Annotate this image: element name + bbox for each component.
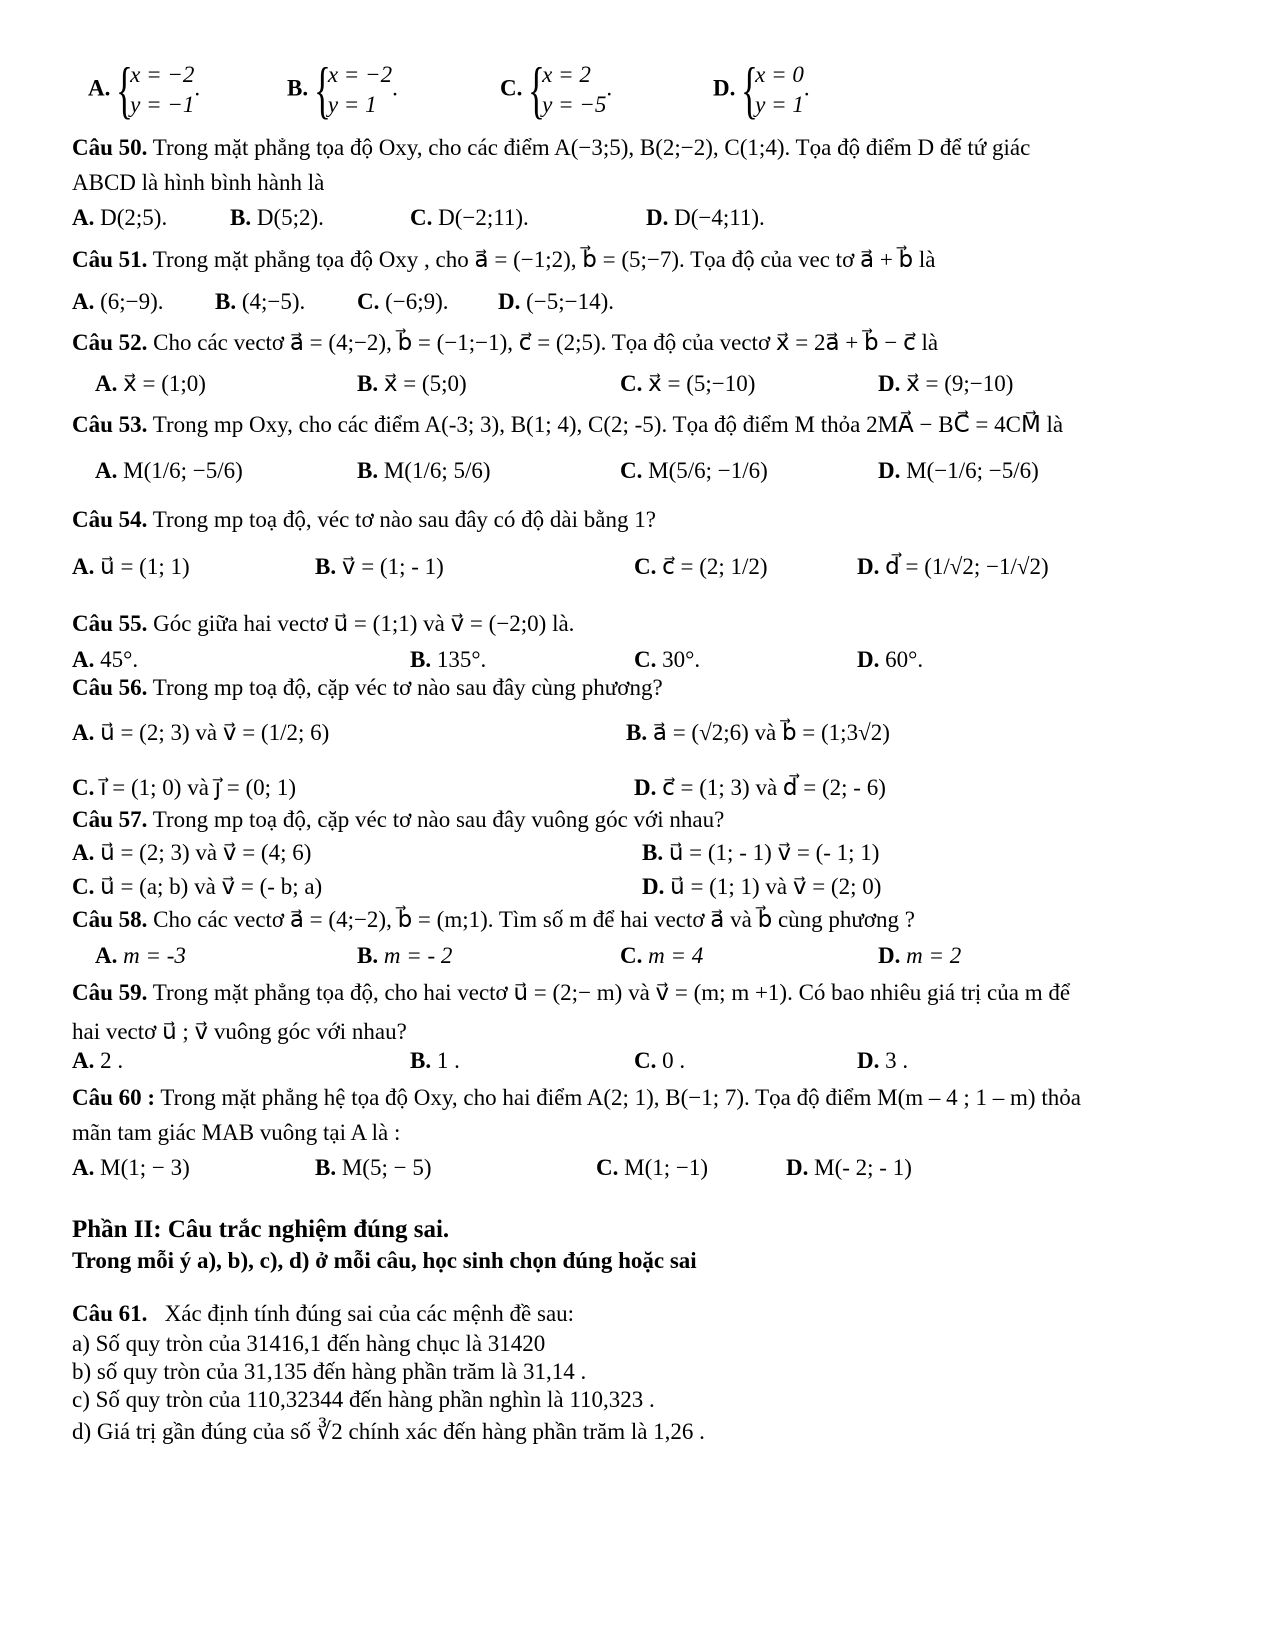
q59-option-b: B. 1 . bbox=[410, 1048, 460, 1073]
question-55: Câu 55. Góc giữa hai vectơ u⃗ = (1;1) và v⃗ = (−2;0) là. bbox=[72, 611, 575, 636]
q61-item-b: b) số quy tròn của 31,135 đến hàng phần trăm là 31,14 . bbox=[72, 1359, 587, 1384]
q50-option-a: A. D(2;5). bbox=[72, 205, 168, 230]
q49-option-d: D. { x = 0 y = 1 . bbox=[713, 54, 810, 125]
q52-option-b: B. x⃗ = (5;0) bbox=[357, 371, 467, 396]
q56-option-c: C. i⃗ = (1; 0) và j⃗ = (0; 1) bbox=[72, 775, 296, 800]
q60-option-a: A. M(1; − 3) bbox=[72, 1155, 190, 1180]
q55-option-b: B. 135°. bbox=[410, 647, 487, 672]
q51-option-d: D. (−5;−14). bbox=[498, 289, 615, 314]
question-61: Câu 61. Xác định tính đúng sai của các mệnh đề sau: bbox=[72, 1301, 575, 1326]
q56-option-d: D. c⃗ = (1; 3) và d⃗ = (2; - 6) bbox=[634, 775, 886, 800]
part-2-title: Phần II: Câu trắc nghiệm đúng sai. bbox=[72, 1216, 450, 1243]
q56-option-b: B. a⃗ = (√2;6) và b⃗ = (1;3√2) bbox=[626, 720, 890, 745]
question-58: Câu 58. Cho các vectơ a⃗ = (4;−2), b⃗ = (m;1). Tìm số m để hai vectơ a⃗ và b⃗ cùng phương ? bbox=[72, 907, 915, 932]
question-56: Câu 56. Trong mp toạ độ, cặp véc tơ nào sau đây cùng phương? bbox=[72, 675, 663, 700]
q60-option-c: C. M(1; −1) bbox=[596, 1155, 709, 1180]
q51-option-a: A. (6;−9). bbox=[72, 289, 164, 314]
q50-option-d: D. D(−4;11). bbox=[646, 205, 765, 230]
q51-option-b: B. (4;−5). bbox=[215, 289, 306, 314]
q60-option-d: D. M(- 2; - 1) bbox=[786, 1155, 912, 1180]
q52-option-a: A. x⃗ = (1;0) bbox=[95, 371, 206, 396]
q59-option-a: A. 2 . bbox=[72, 1048, 124, 1073]
question-53: Câu 53. Trong mp Oxy, cho các điểm A(-3; 3), B(1; 4), C(2; -5). Tọa độ điểm M thỏa 2MA⃗ − BC⃗ = 4CM⃗ là bbox=[72, 412, 1064, 437]
q61-item-c: c) Số quy tròn của 110,32344 đến hàng phần nghìn là 110,323 . bbox=[72, 1387, 655, 1412]
q57-option-c: C. u⃗ = (a; b) và v⃗ = (- b; a) bbox=[72, 874, 323, 899]
q58-option-c: C. m = 4 bbox=[620, 943, 704, 968]
q60-option-b: B. M(5; − 5) bbox=[315, 1155, 432, 1180]
q56-option-a: A. u⃗ = (2; 3) và v⃗ = (1/2; 6) bbox=[72, 720, 330, 745]
q58-option-d: D. m = 2 bbox=[878, 943, 962, 968]
q54-option-c: C. c⃗ = (2; 1/2) bbox=[634, 554, 768, 579]
q53-option-c: C. M(5/6; −1/6) bbox=[620, 458, 768, 483]
part-2-subtitle: Trong mỗi ý a), b), c), d) ở mỗi câu, học sinh chọn đúng hoặc sai bbox=[72, 1248, 697, 1273]
q53-option-b: B. M(1/6; 5/6) bbox=[357, 458, 491, 483]
question-57: Câu 57. Trong mp toạ độ, cặp véc tơ nào sau đây vuông góc với nhau? bbox=[72, 807, 725, 832]
q52-option-d: D. x⃗ = (9;−10) bbox=[878, 371, 1014, 396]
question-50-cont: ABCD là hình bình hành là bbox=[72, 170, 325, 195]
q50-option-c: C. D(−2;11). bbox=[410, 205, 529, 230]
question-60-cont: mãn tam giác MAB vuông tại A là : bbox=[72, 1120, 401, 1145]
q49-option-b: B. { x = −2 y = 1 . bbox=[287, 54, 398, 125]
q49-option-c: C. { x = 2 y = −5 . bbox=[500, 54, 613, 125]
question-54: Câu 54. Trong mp toạ độ, véc tơ nào sau đây có độ dài bằng 1? bbox=[72, 507, 656, 532]
q55-option-a: A. 45°. bbox=[72, 647, 139, 672]
q53-option-d: D. M(−1/6; −5/6) bbox=[878, 458, 1039, 483]
q54-option-d: D. d⃗ = (1/√2; −1/√2) bbox=[857, 554, 1049, 579]
q58-option-b: B. m = - 2 bbox=[357, 943, 453, 968]
q50-option-b: B. D(5;2). bbox=[230, 205, 324, 230]
q54-option-a: A. u⃗ = (1; 1) bbox=[72, 554, 190, 579]
question-50: Câu 50. Trong mặt phẳng tọa độ Oxy, cho các điểm A(−3;5), B(2;−2), C(1;4). Tọa độ điểm D để tứ giác bbox=[72, 135, 1031, 160]
question-59-cont: hai vectơ u⃗ ; v⃗ vuông góc với nhau? bbox=[72, 1019, 407, 1044]
q58-option-a: A. m = -3 bbox=[95, 943, 186, 968]
q53-option-a: A. M(1/6; −5/6) bbox=[95, 458, 243, 483]
question-60: Câu 60 : Trong mặt phẳng hệ tọa độ Oxy, cho hai điểm A(2; 1), B(−1; 7). Tọa độ điểm M(m – 4 ; 1 – m) thỏa bbox=[72, 1085, 1081, 1110]
q61-item-d: d) Giá trị gần đúng của số ∛2 chính xác đến hàng phần trăm là 1,26 . bbox=[72, 1419, 705, 1444]
question-51: Câu 51. Trong mặt phẳng tọa độ Oxy , cho a⃗ = (−1;2), b⃗ = (5;−7). Tọa độ của vec tơ a⃗ + b⃗ là bbox=[72, 247, 936, 272]
q51-option-c: C. (−6;9). bbox=[357, 289, 449, 314]
q54-option-b: B. v⃗ = (1; - 1) bbox=[315, 554, 444, 579]
q57-option-d: D. u⃗ = (1; 1) và v⃗ = (2; 0) bbox=[642, 874, 882, 899]
q61-item-a: a) Số quy tròn của 31416,1 đến hàng chục là 31420 bbox=[72, 1331, 546, 1356]
question-52: Câu 52. Cho các vectơ a⃗ = (4;−2), b⃗ = (−1;−1), c⃗ = (2;5). Tọa độ của vectơ x⃗ = 2a⃗ + b⃗ − c⃗ là bbox=[72, 330, 939, 355]
q49-option-a: A. { x = −2 y = −1 . bbox=[88, 54, 201, 125]
question-59: Câu 59. Trong mặt phẳng tọa độ, cho hai vectơ u⃗ = (2;− m) và v⃗ = (m; m +1). Có bao nhiêu giá trị của m để bbox=[72, 980, 1071, 1005]
q59-option-c: C. 0 . bbox=[634, 1048, 686, 1073]
q57-option-b: B. u⃗ = (1; - 1) v⃗ = (- 1; 1) bbox=[642, 840, 880, 865]
q55-option-c: C. 30°. bbox=[634, 647, 701, 672]
q55-option-d: D. 60°. bbox=[857, 647, 924, 672]
q52-option-c: C. x⃗ = (5;−10) bbox=[620, 371, 756, 396]
q59-option-d: D. 3 . bbox=[857, 1048, 909, 1073]
q57-option-a: A. u⃗ = (2; 3) và v⃗ = (4; 6) bbox=[72, 840, 312, 865]
